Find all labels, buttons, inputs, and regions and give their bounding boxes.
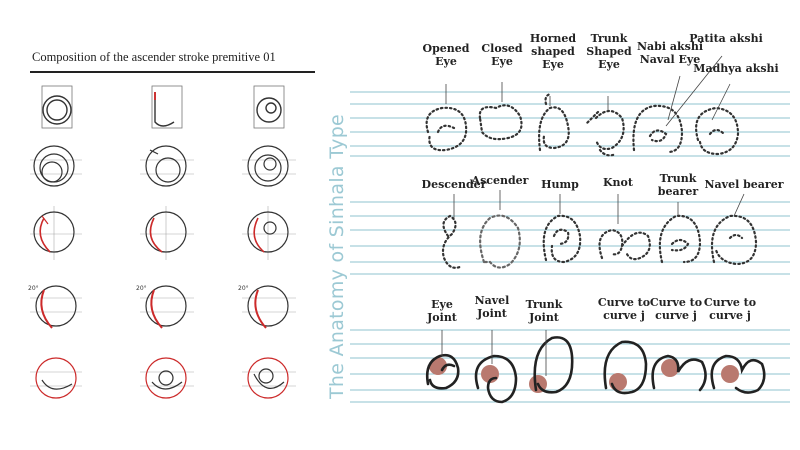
glyph-descender [443,216,462,268]
glyph-horned-eye [539,94,569,150]
construction-cell-3-1 [30,206,82,260]
construction-cell-5-2 [140,358,194,398]
glyph-ascender [480,216,520,268]
anatomy-label-line: Ascender [471,174,529,187]
anatomy-label [650,296,702,322]
anatomy-label-line: Naval Eye [639,53,701,66]
construction-cell-3-2 [140,206,194,260]
construction-row-1 [42,86,284,128]
glyph-knot [600,230,650,259]
glyph-naval-eye [633,106,682,152]
angle-label: 20° [136,285,147,292]
anatomy-label-line: Horned [529,32,577,45]
glyph-madhya-eye [696,108,738,154]
anatomy-label-line: shaped [531,45,575,58]
anatomy-label-line: Hump [541,178,579,191]
anatomy-label-line: Closed [481,42,523,55]
anatomy-label-line: curve j [603,309,645,322]
anatomy-label [471,174,529,187]
anatomy-label [526,298,563,324]
anatomy-label-line: bearer [657,185,699,198]
construction-cell-5-1 [30,358,82,398]
anatomy-label-line: Opened [422,42,470,55]
anatomy-label-line: Eye [598,58,620,71]
anatomy-label-line: Eye [431,298,453,311]
angle-label: 20° [28,285,39,292]
curve-joint-highlight-3 [721,365,739,383]
anatomy-label-line: Curve to [597,296,651,309]
glyph-hump [544,216,580,262]
anatomy-label-line: Knot [603,176,633,189]
construction-row-2 [30,146,296,186]
curve-joint-highlight-1 [609,373,627,391]
construction-cell-2-2 [140,146,194,186]
anatomy-label-line: Nabi akshi [637,40,703,53]
anatomy-label [423,42,470,68]
construction-diagram-grid [22,38,322,408]
glyph-navel-bearer [712,216,756,264]
anatomy-label-line: Shaped [586,45,632,58]
glyph-row-2 [443,216,756,268]
anatomy-label-line: Navel [474,294,510,307]
construction-row-4 [28,285,296,328]
anatomy-label [598,296,650,322]
anatomy-labels [422,32,784,324]
construction-cell-4-2 [136,285,194,328]
glyph-closed-eye [480,105,522,139]
anatomy-label [658,172,699,198]
anatomy-label-line: Eye [542,58,564,71]
anatomy-label [705,178,784,191]
anatomy-label-line: Madhya akshi [693,62,779,75]
anatomy-label-line: Eye [491,55,513,68]
anatomy-label-line: Trunk [525,298,563,311]
construction-cell-2-1 [30,146,82,186]
anatomy-label-line: Curve to [649,296,703,309]
anatomy-label [693,62,778,75]
anatomy-label-line: curve j [655,309,697,322]
construction-cell-1-3 [254,86,284,128]
construction-cell-1-1 [42,86,72,128]
anatomy-label-line: Navel bearer [704,178,784,191]
anatomy-label-line: curve j [709,309,751,322]
construction-cell-2-3 [242,146,296,186]
construction-row-5 [30,358,296,398]
construction-cell-4-1 [28,285,82,328]
anatomy-label [475,294,510,320]
glyph-trunk-bearer [660,216,700,262]
anatomy-label [586,32,632,71]
anatomy-label-line: Trunk [590,32,628,45]
anatomy-label-line: Joint [427,311,457,324]
anatomy-label [530,32,577,71]
anatomy-label-line: Eye [435,55,457,68]
sinhala-anatomy-diagram [350,0,800,450]
glyph-row-3 [427,337,764,402]
anatomy-label [481,42,522,68]
anatomy-label-line: Patita akshi [689,32,763,45]
glyph-curve-to-curve-2 [653,356,706,390]
glyph-opened-eye [427,108,467,150]
construction-cell-3-3 [242,206,296,260]
construction-cell-4-3 [238,285,296,328]
construction-panel-title: Composition of the ascender stroke premitive 01 [32,50,276,64]
anatomy-label-line: Curve to [703,296,757,309]
anatomy-label-line: Joint [529,311,559,324]
construction-cell-1-2 [152,86,182,128]
glyph-navel-joint [476,356,516,402]
anatomy-label [426,298,458,324]
anatomy-label [704,296,756,322]
anatomy-label [689,32,763,45]
construction-cell-5-3 [242,358,296,398]
anatomy-label [603,176,634,189]
anatomy-label-line: Descender [421,178,487,191]
angle-label: 20° [238,285,249,292]
vertical-section-title: The Anatomy of Sinhala Type [326,113,348,399]
anatomy-label-line: Trunk [659,172,697,185]
anatomy-label-line: Joint [477,307,507,320]
construction-panel [22,38,322,408]
anatomy-label [541,178,579,191]
construction-row-3 [30,206,296,260]
